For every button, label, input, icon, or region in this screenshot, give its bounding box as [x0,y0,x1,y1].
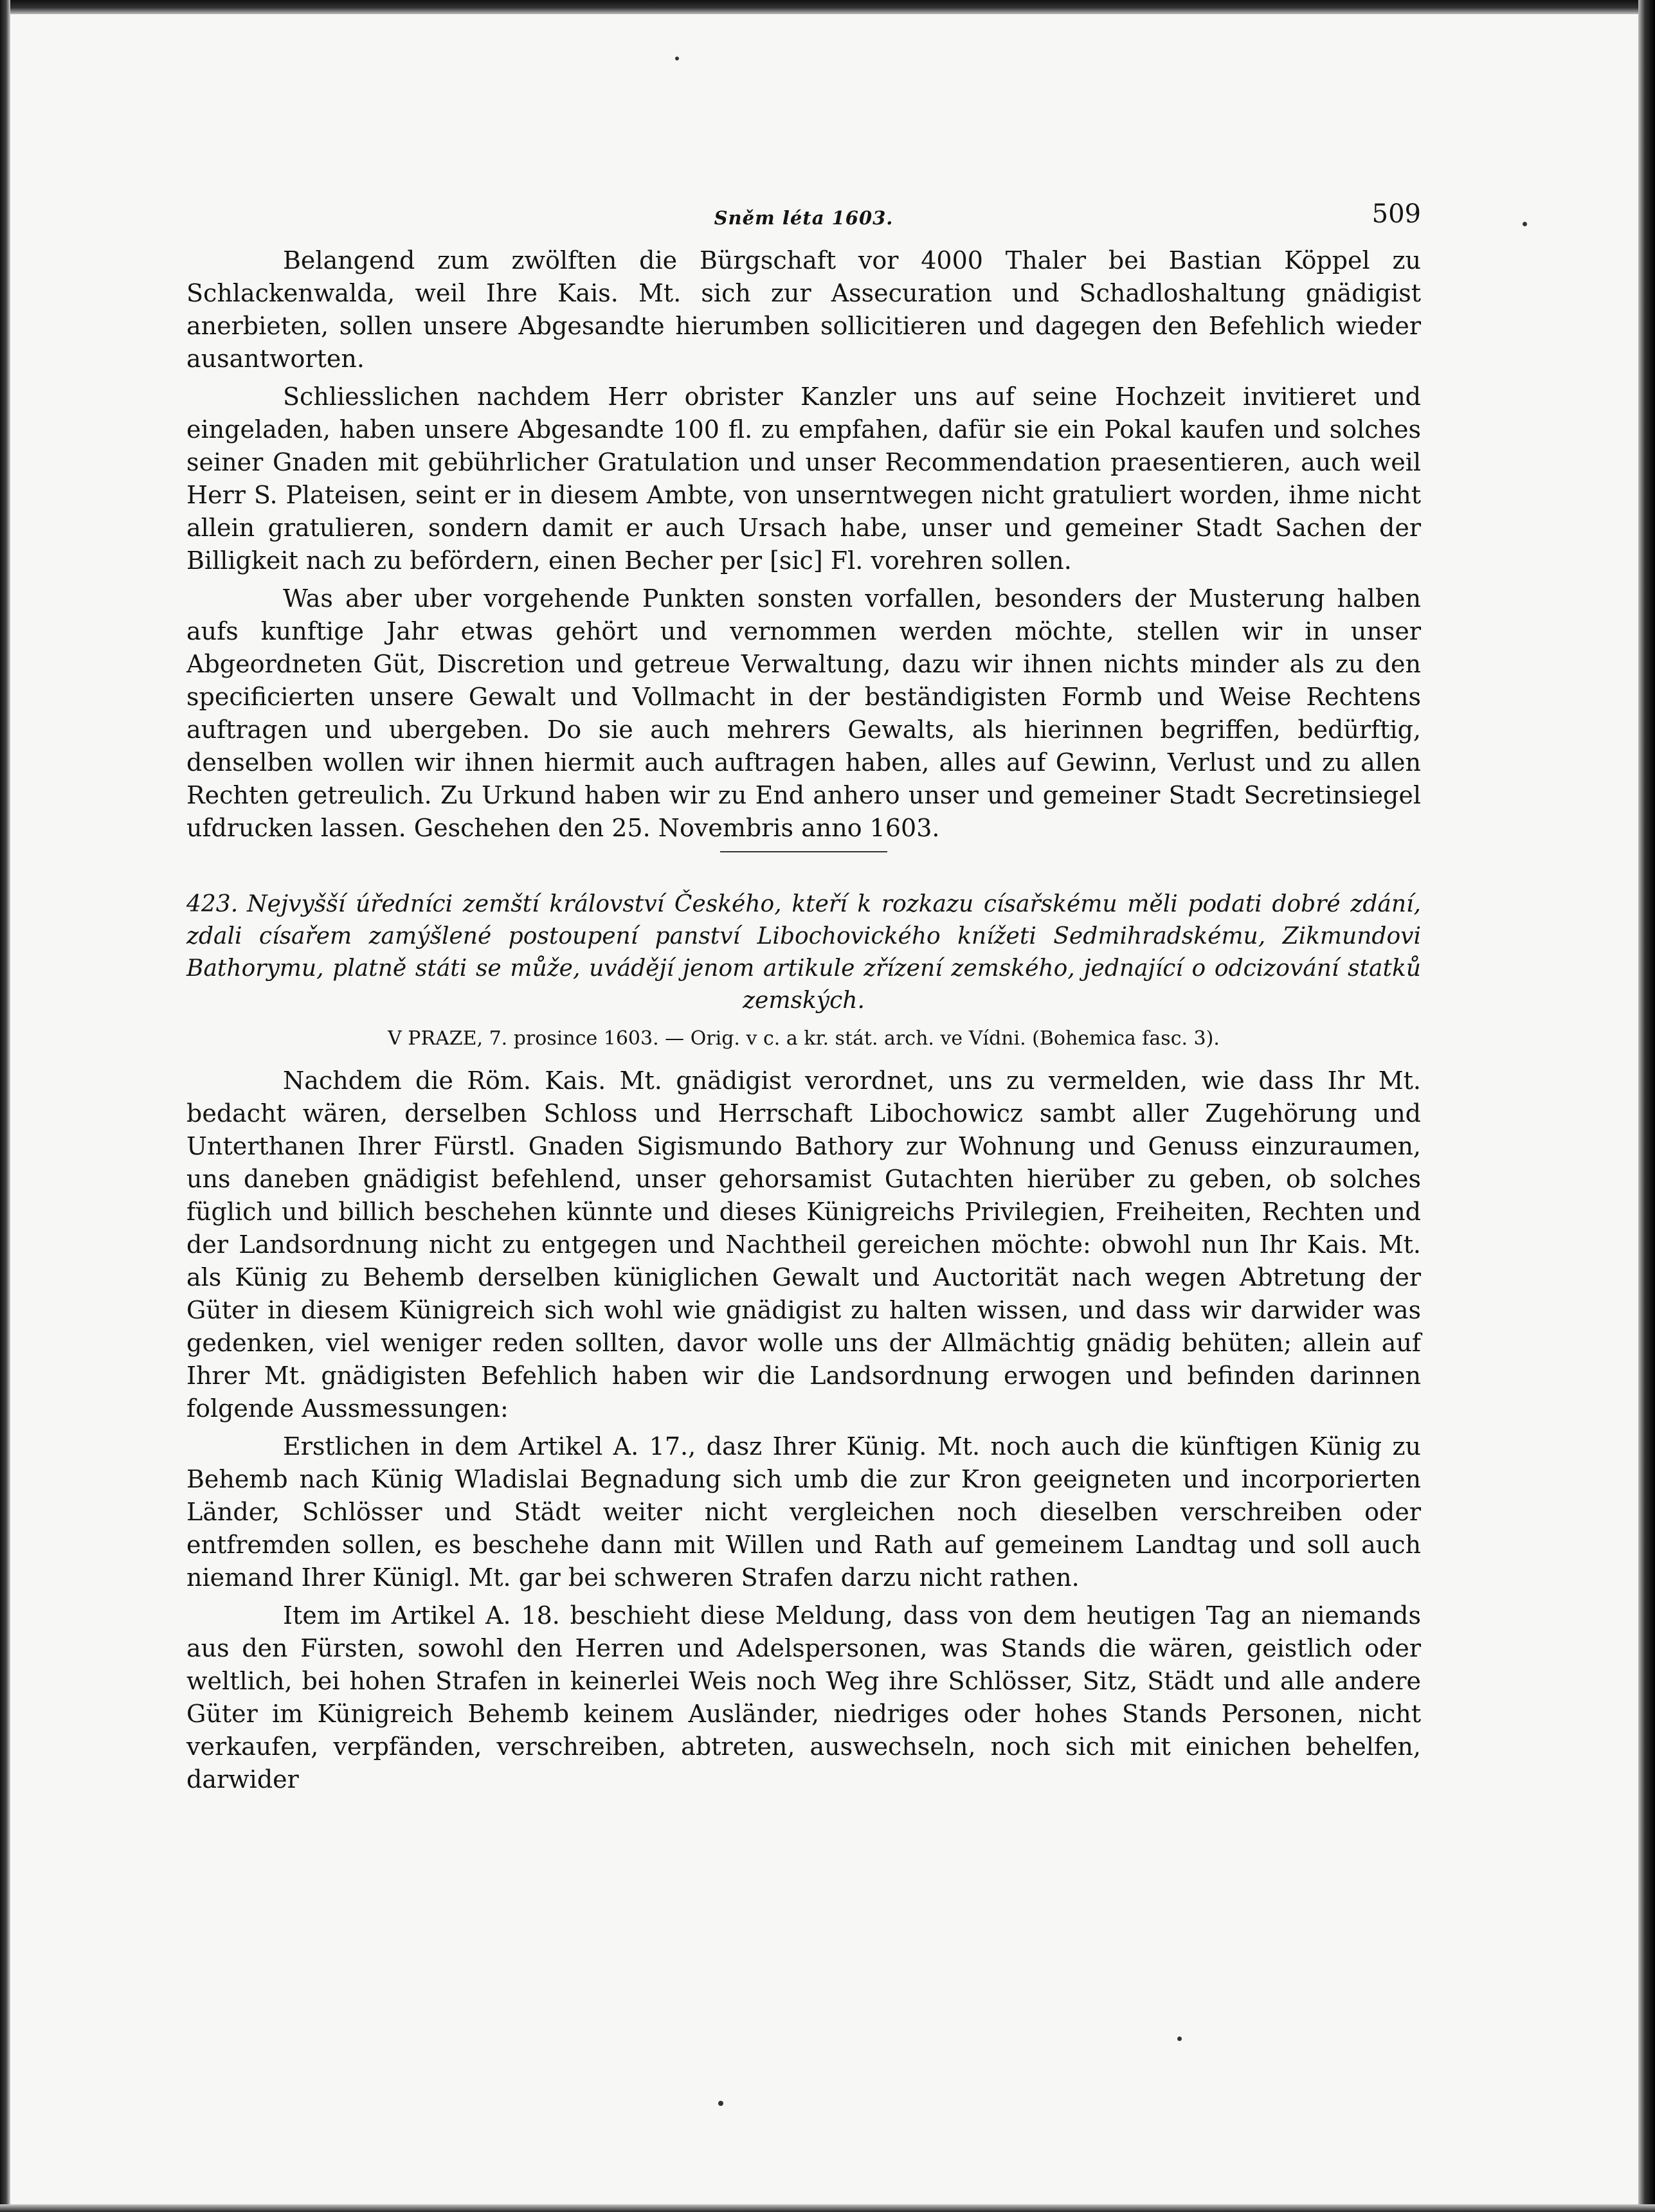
running-head [186,193,1421,244]
scan-edge-top [0,0,1655,14]
scan-edge-bottom [0,2204,1655,2212]
page-content [186,193,1421,1796]
paragraph: Schliesslichen nachdem Herr obrister Kanzler uns auf seine Hochzeit invitieret und eingeladen, haben unsere Abgesandte 100 fl. zu empfahen, dafür sie ein Pokal kaufen und solches seiner Gnaden mit gebührlicher Gratulation und unser Recommendation praesentieren, auch weil Herr S. Plateisen, seint er in diesem Ambte, von unserntwegen nicht gratuliert worden, ihme nicht allein gratulieren, sondern damit er auch Ursach habe, unser und gemeiner Stadt Sachen der Billigkeit nach zu befördern, einen Becher per [sic] Fl. vorehren sollen. [186,382,1421,575]
document-number: 423. [186,891,239,917]
page-number: 509 [1371,199,1421,229]
paragraph: Erstlichen in dem Artikel A. 17., dasz Ihrer Künig. Mt. noch auch die künftigen Künig zu Behemb nach Künig Wladislai Begnadung sich umb die zur Kron geeigneten und incorporierten Länder, Schlösser und Städt weiter nicht vergleichen noch dieselben verschreiben oder entfremden sollen, es beschehe dann mit Willen und Rath auf gemeinem Landtag und soll auch niemand Ihrer Künigl. Mt. gar bei schweren Strafen darzu nicht rathen. [186,1432,1421,1592]
document-text [186,1065,1421,1796]
paragraph: Belangend zum zwölften die Bürgschaft vor 4000 Thaler bei Bastian Köppel zu Schlackenwalda, weil Ihre Kais. Mt. sich zur Assecuration und Schadloshaltung gnädigist anerbieten, sollen unsere Abgesandte hierumben sollicitieren und dagegen den Befehlich wieder ausantworten. [186,246,1421,373]
document-heading [186,888,1421,1017]
dust-speck [675,57,679,60]
paragraph: Nachdem die Röm. Kais. Mt. gnädigist verordnet, uns zu vermelden, wie dass Ihr Mt. bedacht wären, derselben Schloss und Herrschaft Libochowicz sambt aller Zugehörung und Unterthanen Ihrer Fürstl. Gnaden Sigismundo Bathory zur Wohnung und Genuss einzuraumen, uns daneben gnädigist befehlend, unser gehorsamist Gutachten hierüber zu geben, ob solches füglich und billich beschehen künnte und dieses Künigreichs Privilegien, Freiheiten, Rechten und der Landsordnung nicht zu entgegen und Nachtheil gereichen möchte: obwohl nun Ihr Kais. Mt. als Künig zu Behemb derselben küniglichen Gewalt und Auctorität nach wegen Abtretung der Güter in diesem Künigreich sich wohl wie gnädigist zu halten wissen, und dass wir darwider was gedenken, viel weniger reden sollten, davor wolle uns der Allmächtig gnädig behüten; allein auf Ihrer Mt. gnädigisten Befehlich haben wir die Landsordnung erwogen und befinden darinnen folgende Aussmessungen: [186,1066,1421,1423]
dust-speck [1523,222,1527,226]
paragraph: Was aber uber vorgehende Punkten sonsten vorfallen, besonders der Musterung halben aufs kunftige Jahr etwas gehört und vernommen werden möchte, stellen wir in unser Abgeordneten Güt, Discretion und getreue Verwaltung, dazu wir ihnen nichts minder als zu den specificierten unsere Gewalt und Vollmacht in der beständigisten Formb und Weise Rechtens auftragen und ubergeben. Do sie auch mehrers Gewalts, als hierinnen begriffen, bedürftig, denselben wollen wir ihnen hiermit auch auftragen haben, alles auf Gewinn, Verlust und zu allen Rechten getreulich. Zu Urkund haben wir zu End anhero unser und gemeiner Stadt Secretinsiegel ufdrucken lassen. Geschehen den 25. Novembris anno 1603. [186,584,1421,842]
scan-edge-left [0,0,10,2212]
dust-speck [1177,2037,1182,2041]
document-source-line: V PRAZE, 7. prosince 1603. — Orig. v c. a kr. stát. arch. ve Vídni. (Bohemica fasc. 3). [388,1027,1220,1050]
running-title: Sněm léta 1603. [714,207,894,229]
continued-document-text [186,244,1421,845]
paragraph: Item im Artikel A. 18. beschieht diese Meldung, dass von dem heutigen Tag an niemands aus den Fürsten, sowohl den Herren und Adelspersonen, was Stands die wären, geistlich oder weltlich, bei hohen Strafen in keinerlei Weis noch Weg ihre Schlösser, Sitz, Städt und alle andere Güter im Künigreich Behemb keinem Ausländer, niedriges oder hohes Stands Personen, nicht verkaufen, verpfänden, verschreiben, abtreten, auswechseln, noch sich mit einichen behelfen, darwider [186,1601,1421,1794]
scan-edge-right [1638,0,1655,2212]
section-separator [720,851,887,852]
document-summary: Nejvyšší úředníci zemští království Českého, kteří k rozkazu císařskému měli podati dobré zdání, zdali císařem zamýšlené postoupení panství Libochovického knížeti Sedmihradskému, Zikmundovi Bathorymu, platně státi se může, uvádějí jenom artikule zřízení zemského, jednající o odcizování statků zemských. [186,891,1421,1014]
dust-speck [718,2101,723,2106]
